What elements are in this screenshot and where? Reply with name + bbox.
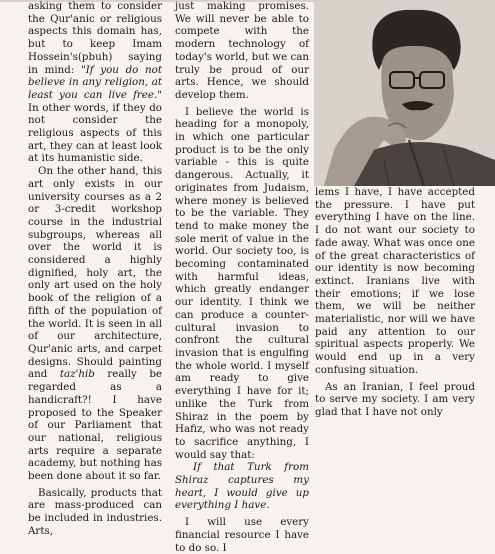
text-column-left bbox=[28, 0, 162, 538]
paragraph: lems I have, I have accepted the pressure. I have put everything I have on the line. I do not want our society to fade away. What was once one of the great characteristics of our identity is now becoming extinct. Iranians live with their emotions; if we lose them, we will be neither materialistic, nor will we have paid any attention to our spiritual aspects properly. We would end up in a very confusing situation. bbox=[315, 186, 475, 376]
text-column-right bbox=[315, 186, 475, 419]
paragraph: just making promises. We will never be able to compete with the modern technology of today's world, but we can truly be proud of our arts. Hence, we should develop them. bbox=[175, 0, 309, 101]
paragraph: asking them to consider the Qur'anic or religious aspects this domain has, but to keep Imam Hossein's(pbuh) saying in mind: "If you do not believe in any religion, at least you can live free." In other words, if they do not consider the religious aspects of this art, they can at least look at its humanistic side. bbox=[28, 0, 162, 165]
author-photo bbox=[314, 0, 495, 186]
text-column-middle bbox=[175, 0, 309, 554]
paragraph: On the other hand, this art only exists in our university courses as a 2 or 3-credit workshop course in the industrial subgroups, whereas all over the world it is considered a highly dignified, holy art, the only art used on the holy book of the religion of a fifth of the population of the world. It is seen in all of our architecture, Qur'anic arts, and carpet designs. Should painting and taz'hib really be regarded as a handicraft?! I have proposed to the Speaker of our Parliament that our national, religious arts require a separate academy, but nothing has been done about it so far. bbox=[28, 165, 162, 483]
poem-quote: If that Turk from Shiraz captures my heart, I would give up everything I have. bbox=[175, 461, 309, 512]
paragraph: As an Iranian, I feel proud to serve my society. I am very glad that I have not only bbox=[315, 380, 475, 418]
paragraph: I will use every financial resource I have to do so. I bbox=[175, 516, 309, 554]
paragraph: I believe the world is heading for a monopoly, in which one particular product is to be the only variable - this is quite dangerous. Actually, it originates from Judaism, where money is believed to be the variable. They tend to make money the sole merit of value in the world. Our society too, is becoming contaminated with harmful ideas, which greatly endanger our identity. I think we can produce a counter-cultural invasion to confront the cultural invasion that is engulfing the whole world. I myself am ready to give everything I have for it; unlike the Turk from Shiraz in the poem by Hafiz, who was not ready to sacrifice anything, I would say that: bbox=[175, 105, 309, 461]
paragraph: Basically, products that are mass-produced can be included in industries. Arts, bbox=[28, 486, 162, 537]
